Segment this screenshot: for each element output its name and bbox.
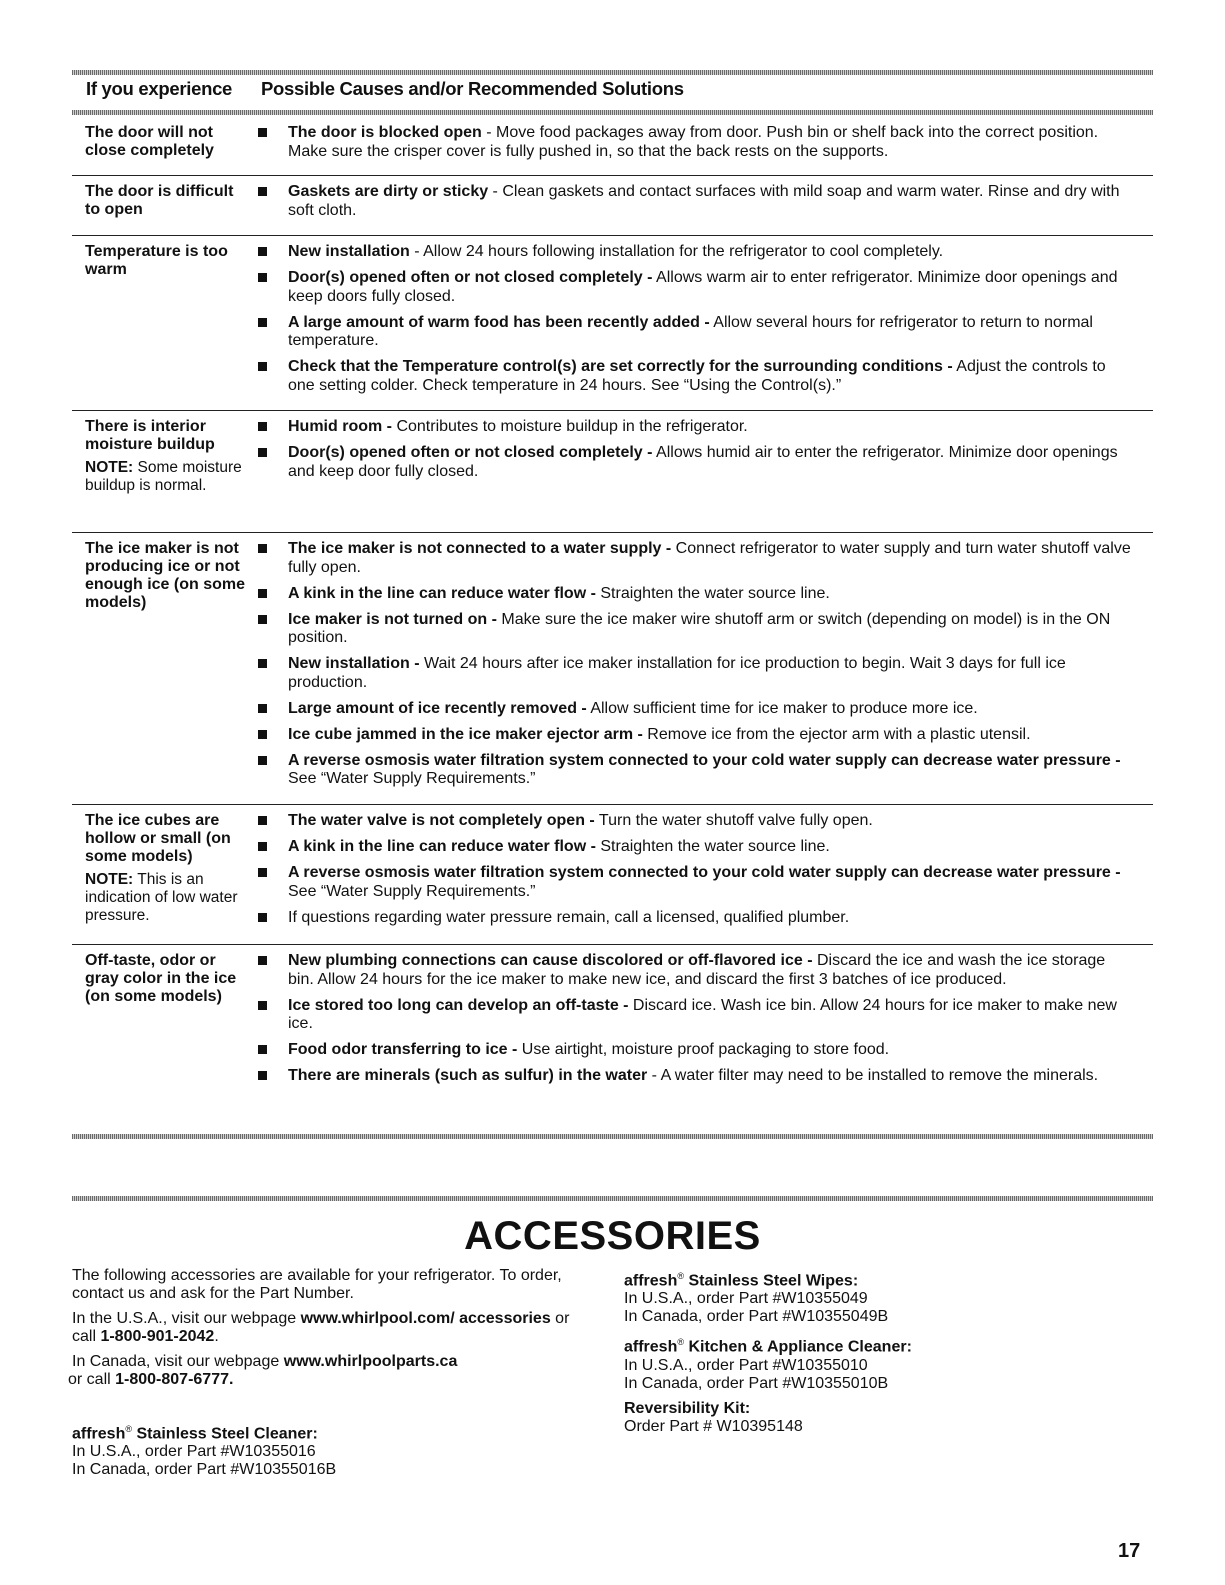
troubleshoot-row-door-difficult	[72, 175, 1153, 234]
solution-item: Check that the Temperature control(s) are set correctly for the surrounding conditions - Adjust the controls to one setting colder. Check temperature in 24 hours. See “Using the Control(s).”	[258, 358, 1133, 395]
bullet-icon	[258, 544, 267, 553]
usa-phone: 1-800-901-2042	[100, 1328, 215, 1345]
bullet-icon	[258, 589, 267, 598]
bullet-icon	[258, 756, 267, 765]
bullet-icon	[258, 273, 267, 282]
issue-label: The ice maker is not producing ice or not enough ice (on some models)	[85, 540, 246, 611]
page-number: 17	[1118, 1540, 1141, 1562]
accessories-title: ACCESSORIES	[464, 1214, 761, 1258]
solution-item: A reverse osmosis water filtration system connected to your cold water supply can decrease water pressure - See “Water Supply Requirements.”	[258, 752, 1133, 789]
bullet-icon	[258, 615, 267, 624]
bullet-icon	[258, 448, 267, 457]
issue-note: NOTE: Some moisture buildup is normal.	[85, 459, 242, 494]
accessories-right-column	[624, 1267, 1144, 1436]
usa-webpage-link[interactable]: www.whirlpool.com/ accessories	[300, 1310, 551, 1327]
issue-label: The ice cubes are hollow or small (on some models)	[85, 812, 231, 865]
solution-item: Ice stored too long can develop an off-taste - Discard ice. Wash ice bin. Allow 24 hours for ice maker to make new ice.	[258, 997, 1133, 1034]
bullet-icon	[258, 956, 267, 965]
solution-item: A kink in the line can reduce water flow - Straighten the water source line.	[258, 838, 1133, 857]
product-stainless-wipes: affresh® Stainless Steel Wipes: In U.S.A., order Part #W10355049 In Canada, order Part #W10355049B	[624, 1271, 889, 1326]
canada-webpage-link[interactable]: www.whirlpoolparts.ca	[283, 1353, 458, 1370]
bullet-icon	[258, 704, 267, 713]
bullet-icon	[258, 128, 267, 137]
product-stainless-cleaner: affresh® Stainless Steel Cleaner: In U.S.A., order Part #W10355016 In Canada, order Part #W10355016B	[72, 1424, 337, 1479]
header-if-you-experience: If you experience	[86, 78, 233, 99]
bullet-icon	[258, 868, 267, 877]
bullet-icon	[258, 913, 267, 922]
accessories-intro: The following accessories are available for your refrigerator. To order, contact us and ask for the Part Number.	[72, 1267, 562, 1302]
bullet-icon	[258, 730, 267, 739]
solution-item: Ice maker is not turned on - Make sure the ice maker wire shutoff arm or switch (depending on model) is in the ON position.	[258, 611, 1133, 648]
bullet-icon	[258, 1001, 267, 1010]
issue-label: Temperature is too warm	[85, 243, 228, 278]
solution-item: Gaskets are dirty or sticky - Clean gaskets and contact surfaces with mild soap and warm water. Rinse and dry with soft cloth.	[258, 183, 1133, 220]
solution-item: If questions regarding water pressure remain, call a licensed, qualified plumber.	[258, 909, 1133, 928]
troubleshoot-row-door-not-close	[72, 117, 1153, 173]
solution-item: New plumbing connections can cause discolored or off-flavored ice - Discard the ice and wash the ice storage bin. Allow 24 hours for the ice maker to make new ice, and discard the first 3 batches of ice produced.	[258, 952, 1133, 989]
solution-item: Humid room - Contributes to moisture buildup in the refrigerator.	[258, 418, 1133, 437]
solution-item: The door is blocked open - Move food packages away from door. Push bin or shelf back into the correct position. Make sure the crisper cover is fully pushed in, so that the back rests on the supports.	[258, 124, 1133, 161]
section-pattern-rule	[72, 1196, 1153, 1201]
solution-item: A kink in the line can reduce water flow - Straighten the water source line.	[258, 585, 1133, 604]
header-causes-solutions: Possible Causes and/or Recommended Solutions	[261, 78, 684, 99]
product-reversibility-kit: Reversibility Kit: Order Part # W10395148	[624, 1399, 803, 1435]
bullet-icon	[258, 247, 267, 256]
bullet-icon	[258, 842, 267, 851]
header-pattern-rule	[72, 110, 1153, 115]
issue-note: NOTE: This is an indication of low water pressure.	[85, 871, 238, 924]
solution-item: There are minerals (such as sulfur) in the water - A water filter may need to be installed to remove the minerals.	[258, 1067, 1133, 1086]
solution-item: Door(s) opened often or not closed completely - Allows warm air to enter refrigerator. Minimize door openings and keep doors fully closed.	[258, 269, 1133, 306]
solution-item: New installation - Wait 24 hours after ice maker installation for ice production to begin. Wait 3 days for full ice production.	[258, 655, 1133, 692]
issue-label: Off-taste, odor or gray color in the ice (on some models)	[85, 952, 237, 1005]
troubleshoot-row-off-taste	[72, 944, 1153, 1133]
bullet-icon	[258, 1071, 267, 1080]
product-kitchen-appliance-cleaner: affresh® Kitchen & Appliance Cleaner: In U.S.A., order Part #W10355010 In Canada, order Part #W10355010B	[624, 1337, 912, 1392]
bullet-icon	[258, 318, 267, 327]
top-pattern-rule	[72, 70, 1153, 75]
usa-contact: In the U.S.A., visit our webpage www.whirlpool.com/ accessories or call 1-800-901-2042.	[72, 1310, 570, 1345]
solution-item: Door(s) opened often or not closed completely - Allows humid air to enter the refrigerator. Minimize door openings and keep door fully closed.	[258, 444, 1133, 481]
table-header	[86, 78, 1146, 104]
canada-contact: In Canada, visit our webpage www.whirlpoolparts.ca or call 1-800-807-6777.	[68, 1353, 458, 1388]
bullet-icon	[258, 1045, 267, 1054]
canada-phone: 1-800-807-6777.	[115, 1371, 234, 1388]
solution-item: Food odor transferring to ice - Use airtight, moisture proof packaging to store food.	[258, 1041, 1133, 1060]
troubleshoot-row-ice-maker	[72, 532, 1153, 803]
table-bottom-pattern-rule	[72, 1134, 1153, 1139]
solution-item: New installation - Allow 24 hours following installation for the refrigerator to cool completely.	[258, 243, 1133, 262]
troubleshoot-row-hollow-cubes	[72, 804, 1153, 943]
solution-item: Large amount of ice recently removed - Allow sufficient time for ice maker to produce more ice.	[258, 700, 1133, 719]
troubleshoot-row-moisture	[72, 410, 1153, 531]
bullet-icon	[258, 816, 267, 825]
bullet-icon	[258, 362, 267, 371]
issue-label: There is interior moisture buildup	[85, 418, 215, 453]
troubleshoot-row-too-warm	[72, 235, 1153, 409]
bullet-icon	[258, 422, 267, 431]
solution-item: A large amount of warm food has been recently added - Allow several hours for refrigerator to return to normal temperature.	[258, 314, 1133, 351]
accessories-left-column	[68, 1267, 577, 1479]
solution-item: A reverse osmosis water filtration system connected to your cold water supply can decrease water pressure - See “Water Supply Requirements.”	[258, 864, 1133, 901]
solution-item: Ice cube jammed in the ice maker ejector arm - Remove ice from the ejector arm with a plastic utensil.	[258, 726, 1133, 745]
issue-label: The door will not close completely	[85, 124, 214, 159]
bullet-icon	[258, 659, 267, 668]
solution-item: The ice maker is not connected to a water supply - Connect refrigerator to water supply and turn water shutoff valve fully open.	[258, 540, 1133, 577]
bullet-icon	[258, 187, 267, 196]
solution-item: The water valve is not completely open - Turn the water shutoff valve fully open.	[258, 812, 1133, 831]
issue-label: The door is difficult to open	[85, 183, 234, 218]
